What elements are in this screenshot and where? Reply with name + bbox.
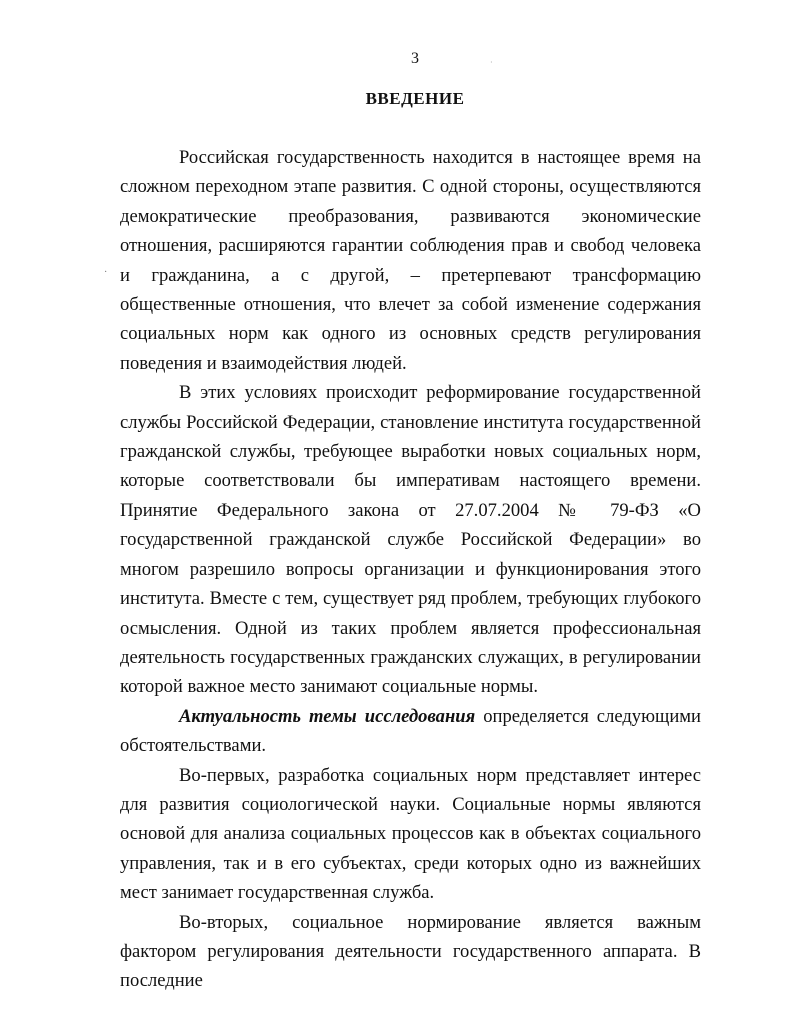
paragraph-3 (120, 702, 701, 761)
scan-speck: · (490, 58, 493, 67)
paragraph-5: Во-вторых, социальное нормирование является важным фактором регулирования деятельности государственного аппарата. В последние (120, 911, 701, 992)
paragraph-1: Российская государственность находится в настоящее время на сложном переходном этапе развития. С одной стороны, осуществляются демократические преобразования, развиваются экономические отношения, расширяются гарантии соблюдения прав и свобод человека и гражданина, а с другой, – претерпевают трансформацию общественные отношения, что влечет за собой изменение содержания социальных норм как одного из основных средств регулирования поведения и взаимодействия людей. (120, 147, 701, 374)
paragraph-3-text: определяется следующими обстоятельствами. (120, 705, 701, 757)
paragraph-2: В этих условиях происходит реформирование государственной службы Российской Федерации, становление института государственной гражданской службы, требующее выработки новых социальных норм, которые соответствовали бы императивам настоящего времени. Принятие Федерального закона от 27.07.2004 № 79-ФЗ «О государственной гражданской службе Российской Федерации» во многом разрешило вопросы организации и функционирования этого института. Вместе с тем, существует ряд проблем, требующих глубокого осмысления. Одной из таких проблем является профессиональная деятельность государственных гражданских служащих, в регулировании которой важное место занимают социальные нормы. (120, 382, 701, 698)
page-number: 3 (411, 50, 419, 67)
page-title: ВВЕДЕНИЕ (365, 89, 465, 108)
body-text (120, 143, 701, 996)
paragraph-4: Во-первых, разработка социальных норм представляет интерес для развития социологической науки. Социальные нормы являются основой для анализа социальных процессов как в объектах социального управления, так и в его субъектах, среди которых одно из важнейших мест занимает государственная служба. (120, 764, 701, 904)
margin-mark: · (104, 267, 108, 278)
relevance-heading: Актуальность темы исследования (179, 705, 476, 727)
